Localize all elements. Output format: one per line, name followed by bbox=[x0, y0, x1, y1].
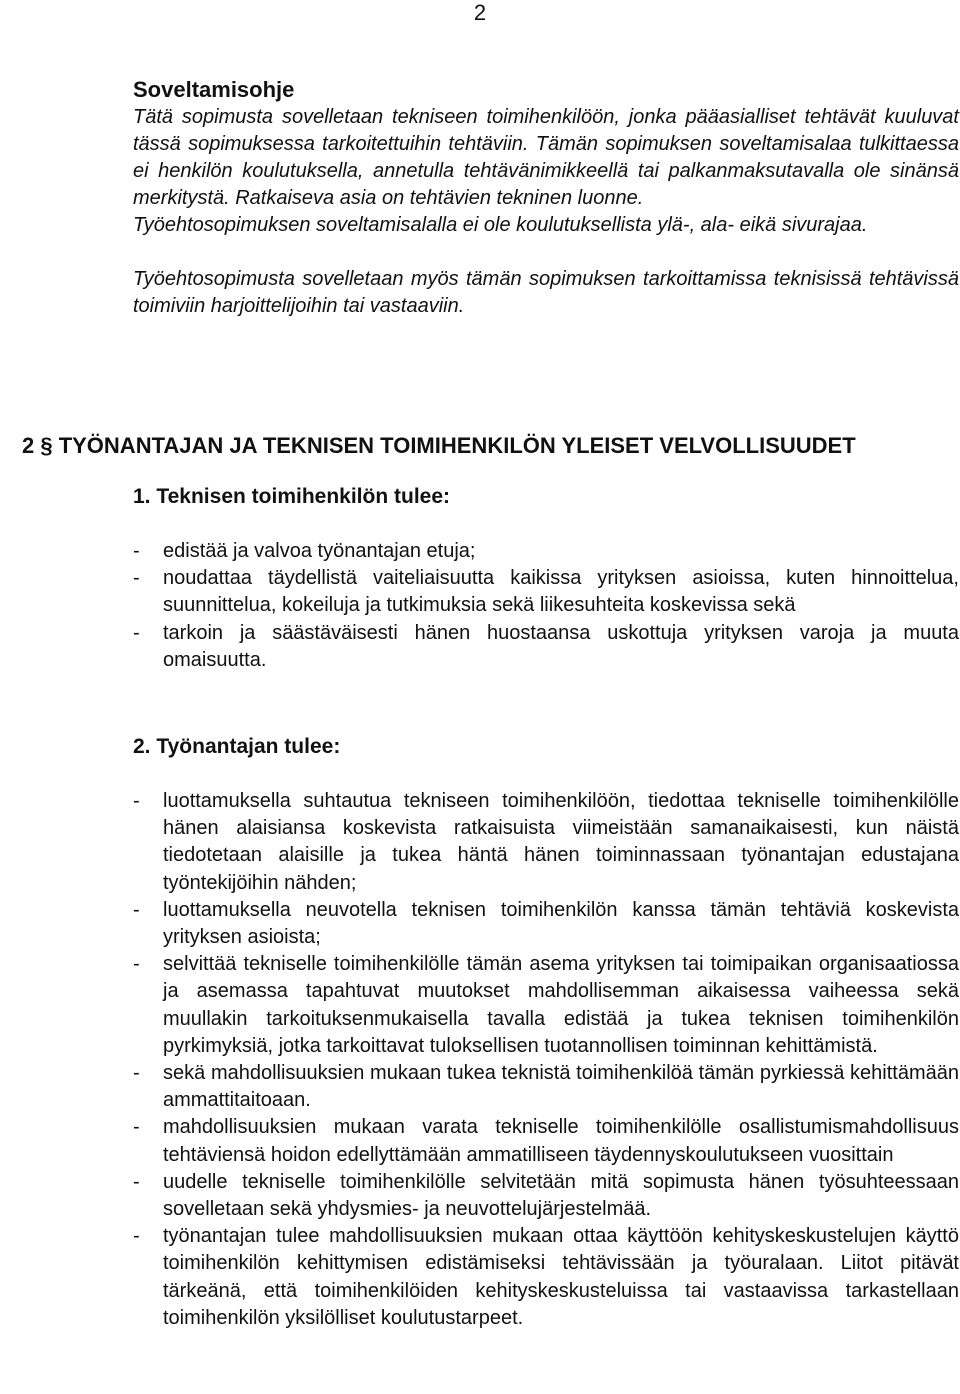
applicability-heading: Soveltamisohje bbox=[133, 77, 295, 102]
list-item-text: sekä mahdollisuuksien mukaan tukea teknistä toimihenkilöä tämän pyrkiessä kehittämään ammattitaitoaan. bbox=[163, 1062, 959, 1112]
dash-bullet: - bbox=[133, 621, 140, 644]
list-item-text: luottamuksella neuvotella teknisen toimihenkilön kanssa tämän tehtäviä koskevista yrityksen asioista; bbox=[163, 898, 959, 949]
dash-bullet: - bbox=[133, 1225, 140, 1248]
list-item-text: luottamuksella suhtautua tekniseen toimihenkilöön, tiedottaa tekniselle toimihenkilölle hänen alaisiansa koskevista ratkaisuista viimeistään samanaikaisesti, kun näistä tiedotetaan alaisille ja tukea häntä hänen toiminnassaan työnantajan edustajana työntekijöihin nähden; bbox=[163, 790, 959, 894]
employer-duties-heading: 2. Työnantajan tulee: bbox=[133, 735, 341, 758]
dash-bullet: - bbox=[133, 567, 140, 590]
dash-bullet: - bbox=[133, 540, 140, 562]
list-item bbox=[133, 565, 959, 619]
list-item bbox=[133, 951, 959, 1060]
list-item-text: uudelle tekniselle toimihenkilölle selvitetään mitä sopimusta hänen työsuhteessaan sovelletaan sekä yhdysmies- ja neuvottelujärjestelmää. bbox=[163, 1170, 959, 1221]
employee-duties-list bbox=[133, 538, 959, 674]
page-number: 2 bbox=[473, 0, 487, 25]
applicability-paragraph: Työehtosopimuksen soveltamisalalla ei ole koulutuksellista ylä-, ala- eikä sivurajaa. bbox=[133, 214, 868, 236]
employee-duties-block bbox=[133, 483, 959, 674]
list-item bbox=[133, 788, 959, 897]
dash-bullet: - bbox=[133, 1170, 140, 1193]
applicability-paragraph: Työehtosopimusta sovelletaan myös tämän sopimuksen tarkoittamissa teknisissä tehtävissä toimiviin harjoittelijoihin tai vastaaviin. bbox=[133, 268, 959, 317]
employer-duties-block bbox=[133, 733, 959, 1332]
dash-bullet: - bbox=[133, 1116, 140, 1139]
list-item-text: työnantajan tulee mahdollisuuksien mukaan ottaa käyttöön kehityskeskustelujen käyttö toimihenkilön kehittymisen edistämiseksi tehtävissään ja työuralaan. Liitot pitävät tärkeänä, että toimihenkilöiden kehityskeskusteluissa tai vastaavissa tarkastellaan toimihenkilön yksilölliset koulutustarpeet. bbox=[163, 1225, 959, 1329]
list-item bbox=[133, 620, 959, 674]
list-item bbox=[133, 1060, 959, 1114]
list-item-text: edistää ja valvoa työnantajan etuja; bbox=[163, 540, 476, 562]
list-item bbox=[133, 1169, 959, 1223]
list-item bbox=[133, 1114, 959, 1168]
applicability-section bbox=[133, 76, 959, 320]
list-item-text: tarkoin ja säästäväisesti hänen huostaansa uskottuja yrityksen varoja ja muuta omaisuutta. bbox=[163, 621, 959, 671]
section-heading: 2 § TYÖNANTAJAN JA TEKNISEN TOIMIHENKILÖN YLEISET VELVOLLISUUDET bbox=[22, 433, 856, 458]
dash-bullet: - bbox=[133, 953, 140, 976]
list-item bbox=[133, 538, 959, 565]
list-item bbox=[133, 1223, 959, 1332]
dash-bullet: - bbox=[133, 790, 140, 812]
list-item-text: noudattaa täydellistä vaiteliaisuutta kaikissa yrityksen asioissa, kuten hinnoittelua, suunnittelua, kokeiluja ja tutkimuksia sekä liikesuhteita koskevissa sekä bbox=[163, 567, 959, 617]
list-item-text: selvittää tekniselle toimihenkilölle tämän asema yrityksen tai toimipaikan organisaatiossa ja asemassa tapahtuvat muutokset mahdollisemman aikaisessa vaiheessa sekä muullakin tarkoituksenmukaisella tavalla edistää ja tukea teknisen toimihenkilön pyrkimyksiä, jotka tarkoittavat tuloksellisen tuotannollisen toiminnan kehittämistä. bbox=[163, 953, 959, 1057]
employer-duties-list bbox=[133, 788, 959, 1332]
employee-duties-heading: 1. Teknisen toimihenkilön tulee: bbox=[133, 485, 450, 508]
list-item-text: mahdollisuuksien mukaan varata tekniselle toimihenkilölle osallistumismahdollisuus tehtäviensä hoidon edellyttämään ammatilliseen täydennyskoulutukseen vuosittain bbox=[163, 1116, 959, 1166]
applicability-paragraph: Tätä sopimusta sovelletaan tekniseen toimihenkilöön, jonka pääasialliset tehtävät kuuluvat tässä sopimuksessa tarkoitettuihin tehtäviin. Tämän sopimuksen soveltamisalaa tulkittaessa ei henkilön koulutuksella, annetulla tehtävänimikkeellä tai palkanmaksutavalla ole sinänsä merkitystä. Ratkaiseva asia on tehtävien tekninen luonne. bbox=[133, 106, 959, 209]
dash-bullet: - bbox=[133, 898, 140, 921]
dash-bullet: - bbox=[133, 1062, 140, 1085]
list-item bbox=[133, 897, 959, 951]
